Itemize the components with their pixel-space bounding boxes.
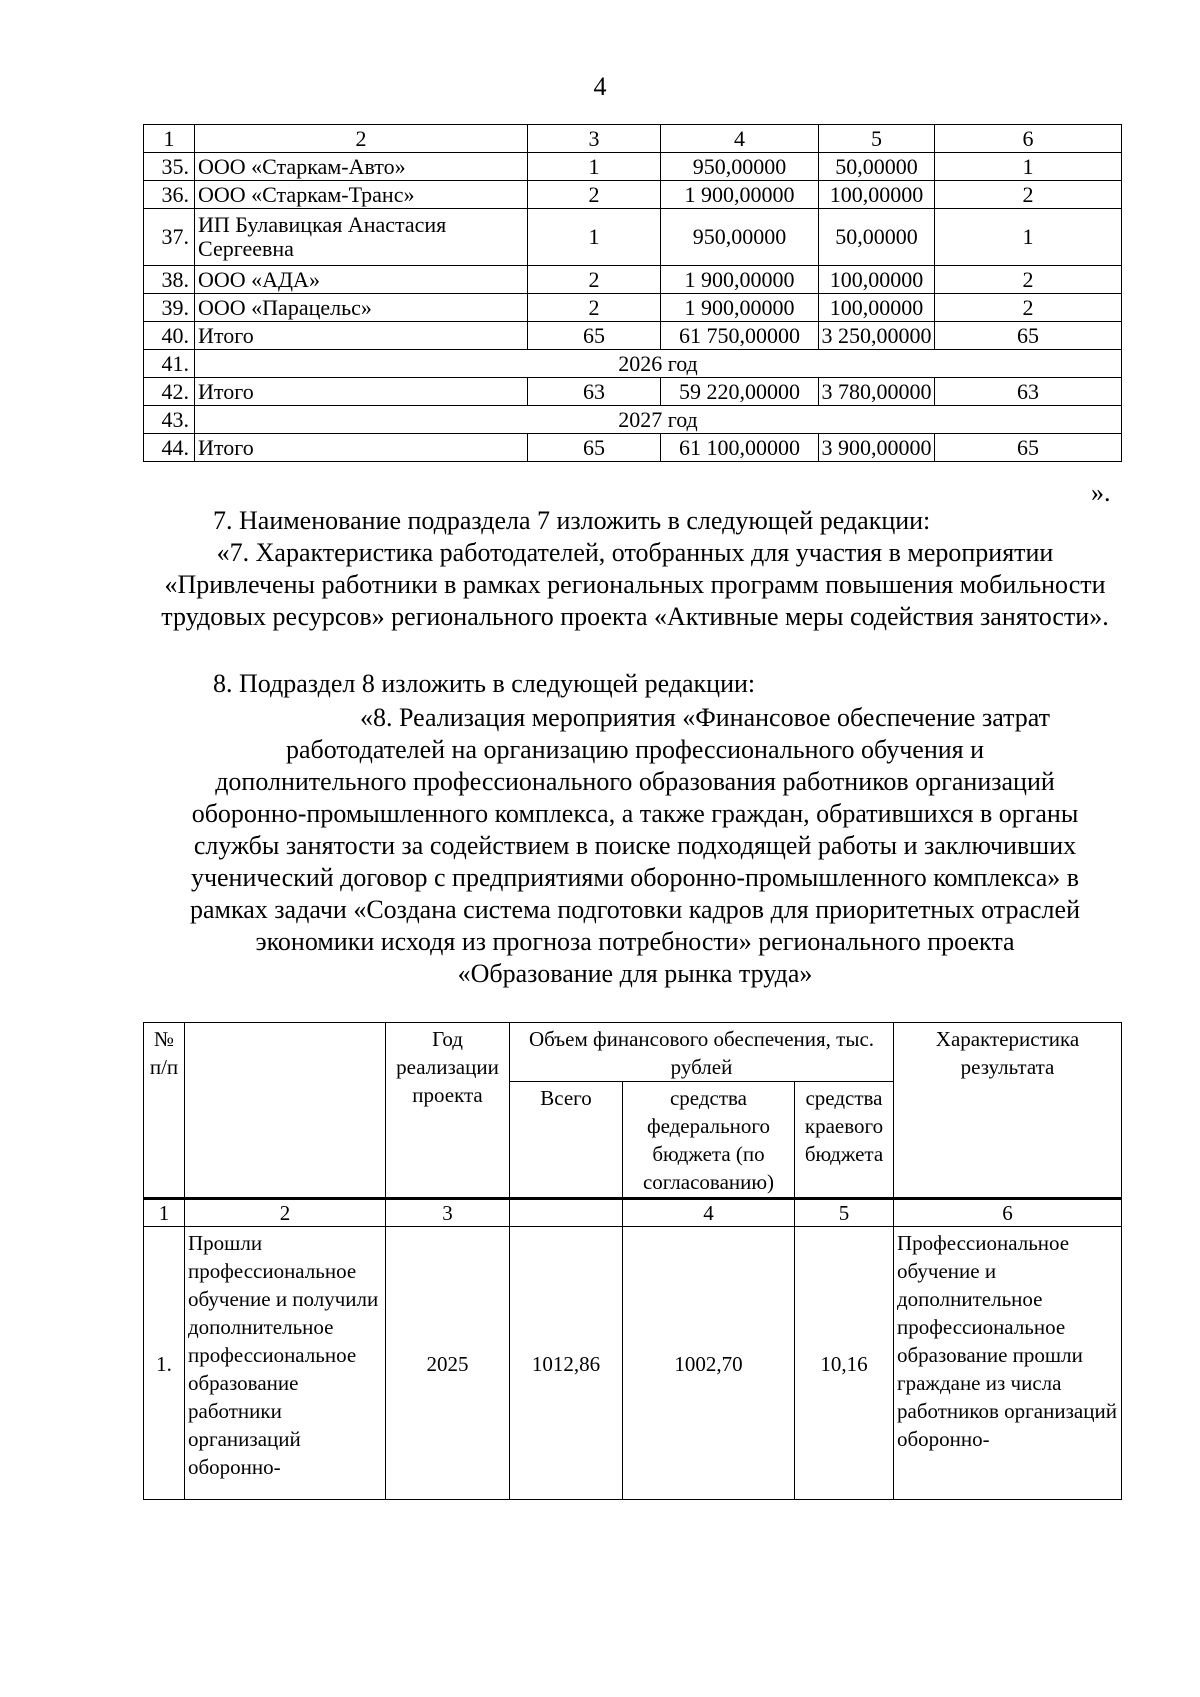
paragraph-8-line: ученический договор с предприятиями оборонно-промышленного комплекса» в [190, 863, 1080, 892]
col-5: 5 [819, 125, 935, 153]
cell-c5: 100,00000 [819, 181, 935, 209]
cell-c6: 63 [935, 378, 1122, 406]
header-year: Год реализации проекта [386, 1023, 510, 1199]
table-row [144, 322, 1122, 350]
col-4: 4 [623, 1199, 795, 1227]
cell-c5: 50,00000 [819, 209, 935, 266]
paragraph-8-line: экономики исходя из прогноза потребности» регионального проекта [255, 927, 1015, 956]
cell-c4: 1 900,00000 [661, 181, 819, 209]
paragraph-8-line: оборонно-промышленного комплекса, а также граждан, обратившихся в органы [191, 799, 1079, 828]
employer-name: ИП Булавицкая Анастасия Сергеевна [195, 209, 528, 266]
year-label: 2026 год [195, 350, 1122, 378]
column-numbers-row [144, 1199, 1122, 1227]
col-2: 2 [195, 125, 528, 153]
col-1: 1 [144, 1199, 185, 1227]
paragraph-8-text [140, 702, 1130, 990]
total-label: Итого [195, 378, 528, 406]
year-value: 2025 [386, 1227, 510, 1500]
table-header-row [144, 1023, 1122, 1082]
cell-c4: 950,00000 [661, 153, 819, 181]
cell-c3: 65 [528, 322, 661, 350]
result-name: Прошли профессиональное обучение и получили дополнительное профессиональное образование работники организаций оборонно- [185, 1227, 386, 1500]
cell-c5: 3 780,00000 [819, 378, 935, 406]
row-number: 35. [144, 153, 195, 181]
employer-name: ООО «Парацельс» [195, 294, 528, 322]
closing-quote: ». [1091, 478, 1111, 507]
row-number: 36. [144, 181, 195, 209]
cell-c3: 2 [528, 181, 661, 209]
col-empty [510, 1199, 623, 1227]
finance-table [143, 1022, 1122, 1500]
col-2: 2 [185, 1199, 386, 1227]
paragraph-8-line: рамках задачи «Создана система подготовки кадров для приоритетных отраслей [190, 895, 1080, 924]
result-description: Профессиональное обучение и дополнительное профессиональное образование прошли граждане из числа работников организаций оборонно- [894, 1227, 1122, 1500]
paragraph-8-line: «Образование для рынка труда» [457, 959, 813, 988]
header-name [185, 1023, 386, 1199]
cell-c5: 3 900,00000 [819, 434, 935, 462]
cell-c6: 2 [935, 294, 1122, 322]
cell-c4: 61 100,00000 [661, 434, 819, 462]
cell-c3: 2 [528, 294, 661, 322]
cell-c6: 65 [935, 322, 1122, 350]
employer-name: ООО «Старкам-Авто» [195, 153, 528, 181]
paragraph-7-text: «7. Характеристика работодателей, отобранных для участия в мероприятии «Привлечены работники в рамках региональных программ повышения мобильности трудовых ресурсов» регионального проекта «Активные меры содействия занятости». [161, 538, 1109, 631]
cell-c6: 65 [935, 434, 1122, 462]
table-row [144, 181, 1122, 209]
paragraph-8-line: «8. Реализация мероприятия «Финансовое обеспечение затрат [359, 703, 1050, 732]
table-row-year [144, 406, 1122, 434]
cell-c4: 59 220,00000 [661, 378, 819, 406]
table-row [144, 1227, 1122, 1500]
table-row-year [144, 350, 1122, 378]
row-number: 43. [144, 406, 195, 434]
cell-c6: 1 [935, 209, 1122, 266]
col-4: 4 [661, 125, 819, 153]
total-value: 1012,86 [510, 1227, 623, 1500]
cell-c5: 100,00000 [819, 266, 935, 294]
table-row [144, 153, 1122, 181]
employers-table [143, 124, 1122, 462]
col-3: 3 [386, 1199, 510, 1227]
paragraph-8-line: службы занятости за содействием в поиске подходящей работы и заключивших [193, 831, 1077, 860]
row-number: 44. [144, 434, 195, 462]
table-row [144, 294, 1122, 322]
table-row [144, 209, 1122, 266]
cell-c3: 65 [528, 434, 661, 462]
employer-name: ООО «Старкам-Транс» [195, 181, 528, 209]
col-3: 3 [528, 125, 661, 153]
header-federal: средства федерального бюджета (по согласованию) [623, 1082, 795, 1199]
row-number: 40. [144, 322, 195, 350]
row-number: 38. [144, 266, 195, 294]
table-header-row [144, 125, 1122, 153]
row-number: 37. [144, 209, 195, 266]
paragraph-8-line: дополнительного профессионального образования работников организаций [215, 767, 1055, 796]
col-1: 1 [144, 125, 195, 153]
header-num: № п/п [144, 1023, 185, 1199]
cell-c4: 1 900,00000 [661, 294, 819, 322]
table-row [144, 378, 1122, 406]
cell-c6: 2 [935, 266, 1122, 294]
cell-c5: 100,00000 [819, 294, 935, 322]
cell-c4: 61 750,00000 [661, 322, 819, 350]
table-row [144, 266, 1122, 294]
cell-c5: 50,00000 [819, 153, 935, 181]
total-label: Итого [195, 322, 528, 350]
regional-value: 10,16 [795, 1227, 894, 1500]
header-regional: средства краевого бюджета [795, 1082, 894, 1199]
header-total: Всего [510, 1082, 623, 1199]
col-5: 5 [795, 1199, 894, 1227]
cell-c3: 1 [528, 153, 661, 181]
row-number: 41. [144, 350, 195, 378]
cell-c4: 950,00000 [661, 209, 819, 266]
paragraph-8-intro: 8. Подраздел 8 изложить в следующей редакции: [213, 669, 756, 698]
cell-c6: 2 [935, 181, 1122, 209]
paragraph-7-intro: 7. Наименование подраздела 7 изложить в следующей редакции: [213, 506, 931, 535]
row-number: 39. [144, 294, 195, 322]
table-row [144, 434, 1122, 462]
federal-value: 1002,70 [623, 1227, 795, 1500]
row-number: 42. [144, 378, 195, 406]
page-number: 4 [593, 72, 607, 101]
cell-c6: 1 [935, 153, 1122, 181]
year-label: 2027 год [195, 406, 1122, 434]
col-6: 6 [935, 125, 1122, 153]
employer-name: ООО «АДА» [195, 266, 528, 294]
header-finance: Объем финансового обеспечения, тыс. рублей [510, 1023, 894, 1082]
cell-c3: 1 [528, 209, 661, 266]
paragraph-8-line: работодателей на организацию профессионального обучения и [285, 735, 985, 764]
row-number: 1. [144, 1227, 185, 1500]
cell-c3: 63 [528, 378, 661, 406]
cell-c4: 1 900,00000 [661, 266, 819, 294]
cell-c5: 3 250,00000 [819, 322, 935, 350]
total-label: Итого [195, 434, 528, 462]
header-result: Характеристика результата [894, 1023, 1122, 1199]
col-6: 6 [894, 1199, 1122, 1227]
cell-c3: 2 [528, 266, 661, 294]
